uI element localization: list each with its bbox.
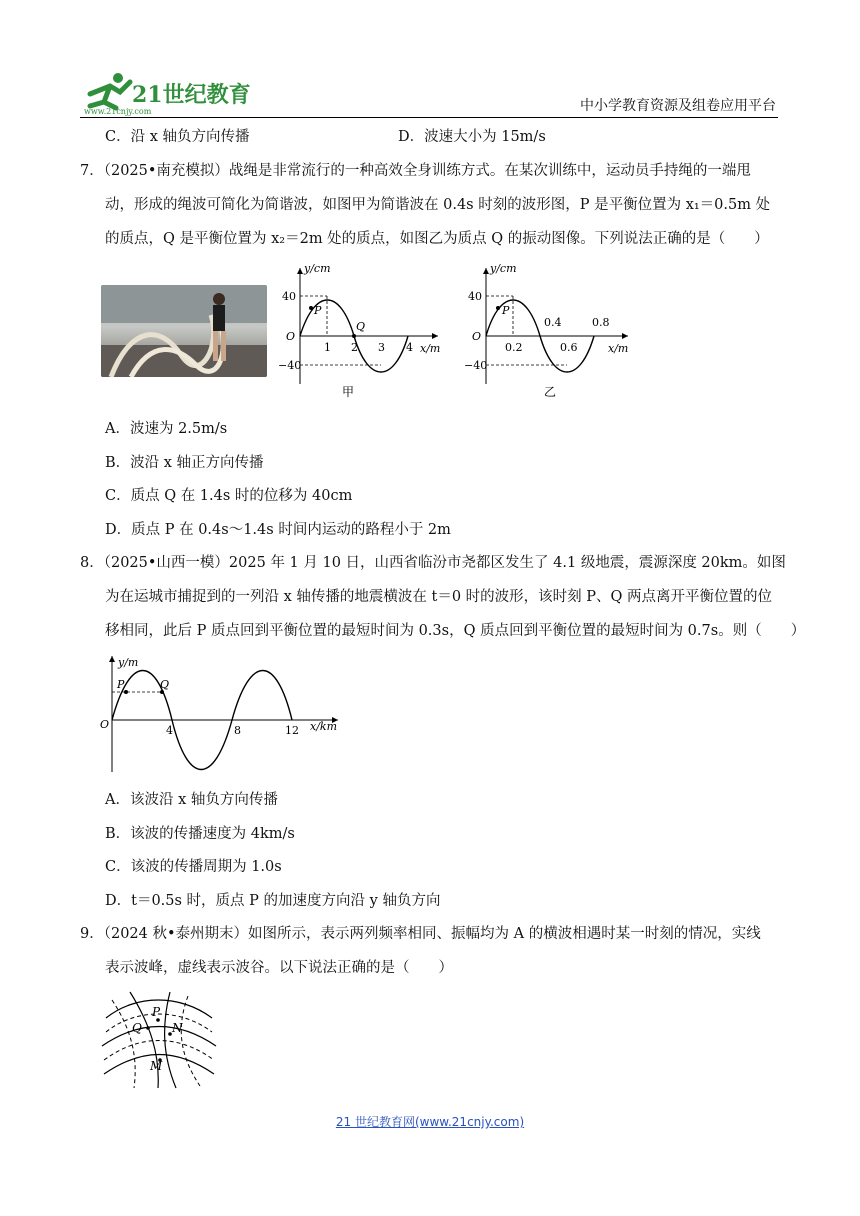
q9-stem-line2: 表示波峰，虚线表示波谷。以下说法正确的是（ ）	[105, 960, 453, 976]
x-tick-4: 4	[406, 341, 413, 354]
q8-stem-line1: 8．（2025•山西一模）2025 年 1 月 10 日，山西省临汾市尧都区发生了 4.1 级地震，震源深度 20km。如图	[80, 555, 786, 571]
x-tick-1: 1	[324, 341, 331, 354]
point-p-marker	[496, 306, 500, 310]
q7-figure-yi	[458, 258, 638, 406]
point-p-marker	[124, 690, 128, 694]
point-n-label: N	[172, 1021, 183, 1035]
footer-link[interactable]: 21 世纪教育网(www.21cnjy.com)	[335, 1115, 525, 1129]
y-axis-label: y/cm	[304, 262, 331, 275]
origin-label: O	[286, 330, 296, 343]
point-q-label: Q	[356, 320, 366, 333]
x-tick-2: 2	[351, 341, 358, 354]
point-q-label: Q	[160, 678, 170, 691]
x-tick-8: 8	[234, 724, 241, 737]
battle-rope-photo	[101, 285, 267, 377]
x-axis-label: x/m	[608, 342, 629, 355]
y-tick-40: 40	[282, 290, 296, 303]
x-tick-3: 3	[378, 341, 385, 354]
q7-option-d: D．质点 P 在 0.4s～1.4s 时间内运动的路程小于 2m	[105, 522, 451, 538]
x-tick-0.2: 0.2	[505, 341, 523, 354]
x-tick-0.6: 0.6	[560, 341, 578, 354]
q8-figure	[98, 650, 348, 776]
origin-label: O	[472, 330, 482, 343]
caption-yi: 乙	[544, 385, 557, 399]
point-q-marker	[352, 334, 356, 338]
q9-stem-line1: 9．（2024 秋•泰州期末）如图所示，表示两列频率相同、振幅均为 A 的横波相遇时某一时刻的情况，实线	[80, 926, 761, 942]
q8-option-c: C．该波的传播周期为 1.0s	[105, 859, 282, 875]
point-p-label: P	[117, 678, 125, 691]
logo	[80, 66, 250, 116]
q7-option-b: B．波沿 x 轴正方向传播	[105, 455, 264, 471]
point-q-marker	[146, 1026, 150, 1030]
q9-figure	[100, 990, 218, 1090]
y-axis-label: y/cm	[490, 262, 517, 275]
q8-option-b: B．该波的传播速度为 4km/s	[105, 826, 295, 842]
point-p-label: P	[502, 304, 510, 317]
q7-figure-jia	[270, 258, 450, 406]
y-axis-label: y/m	[118, 656, 139, 669]
x-axis-label: x/km	[310, 720, 338, 733]
origin-label: O	[100, 718, 110, 731]
runner-icon	[90, 73, 130, 108]
logo-url: www.21cnjy.com	[84, 107, 152, 116]
x-tick-4: 4	[166, 724, 173, 737]
x-axis-label: x/m	[420, 342, 441, 355]
point-p-label: P	[152, 1005, 161, 1019]
q7-stem-line2: 动，形成的绳波可简化为简谐波，如图甲为简谐波在 0.4s 时刻的波形图，P 是平衡位置为 x₁＝0.5m 处	[105, 197, 771, 213]
q7-stem-line1: 7．（2025•南充模拟）战绳是非常流行的一种高效全身训练方式。在某次训练中，运动员手持绳的一端甩	[80, 163, 751, 179]
caption-jia: 甲	[342, 385, 355, 399]
q8-option-a: A．该波沿 x 轴负方向传播	[105, 792, 278, 808]
q8-stem-line2: 为在运城市捕捉到的一列沿 x 轴传播的地震横波在 t＝0 时的波形，该时刻 P、Q 两点离开平衡位置的位	[105, 589, 773, 605]
header-divider	[80, 117, 778, 118]
point-q-label: Q	[132, 1021, 142, 1035]
logo-text: 21世纪教育	[132, 82, 250, 108]
point-p-label: P	[314, 304, 322, 317]
q8-stem-line3: 移相同，此后 P 质点回到平衡位置的最短时间为 0.3s，Q 质点回到平衡位置的最短时间为 0.7s。则（ ）	[105, 623, 806, 639]
point-p-marker	[309, 306, 313, 310]
platform-title: 中小学教育资源及组卷应用平台	[580, 98, 776, 114]
q8-option-d: D．t＝0.5s 时，质点 P 的加速度方向沿 y 轴负方向	[105, 893, 441, 909]
x-tick-0.8: 0.8	[592, 316, 610, 329]
y-tick-neg40: −40	[278, 359, 302, 372]
q7-option-a: A．波速为 2.5m/s	[105, 421, 228, 437]
q7-stem-line3: 的质点，Q 是平衡位置为 x₂＝2m 处的质点，如图乙为质点 Q 的振动图像。下列说法正确的是（ ）	[105, 231, 769, 247]
y-tick-40: 40	[468, 290, 482, 303]
x-tick-12: 12	[285, 724, 299, 737]
q7-option-c: C．质点 Q 在 1.4s 时的位移为 40cm	[105, 488, 353, 504]
q6-option-c: C．沿 x 轴负方向传播	[105, 129, 250, 145]
y-tick-neg40: −40	[464, 359, 488, 372]
x-tick-0.4: 0.4	[544, 316, 562, 329]
q6-option-d: D．波速大小为 15m/s	[398, 129, 546, 145]
point-m-label: M	[150, 1059, 163, 1073]
